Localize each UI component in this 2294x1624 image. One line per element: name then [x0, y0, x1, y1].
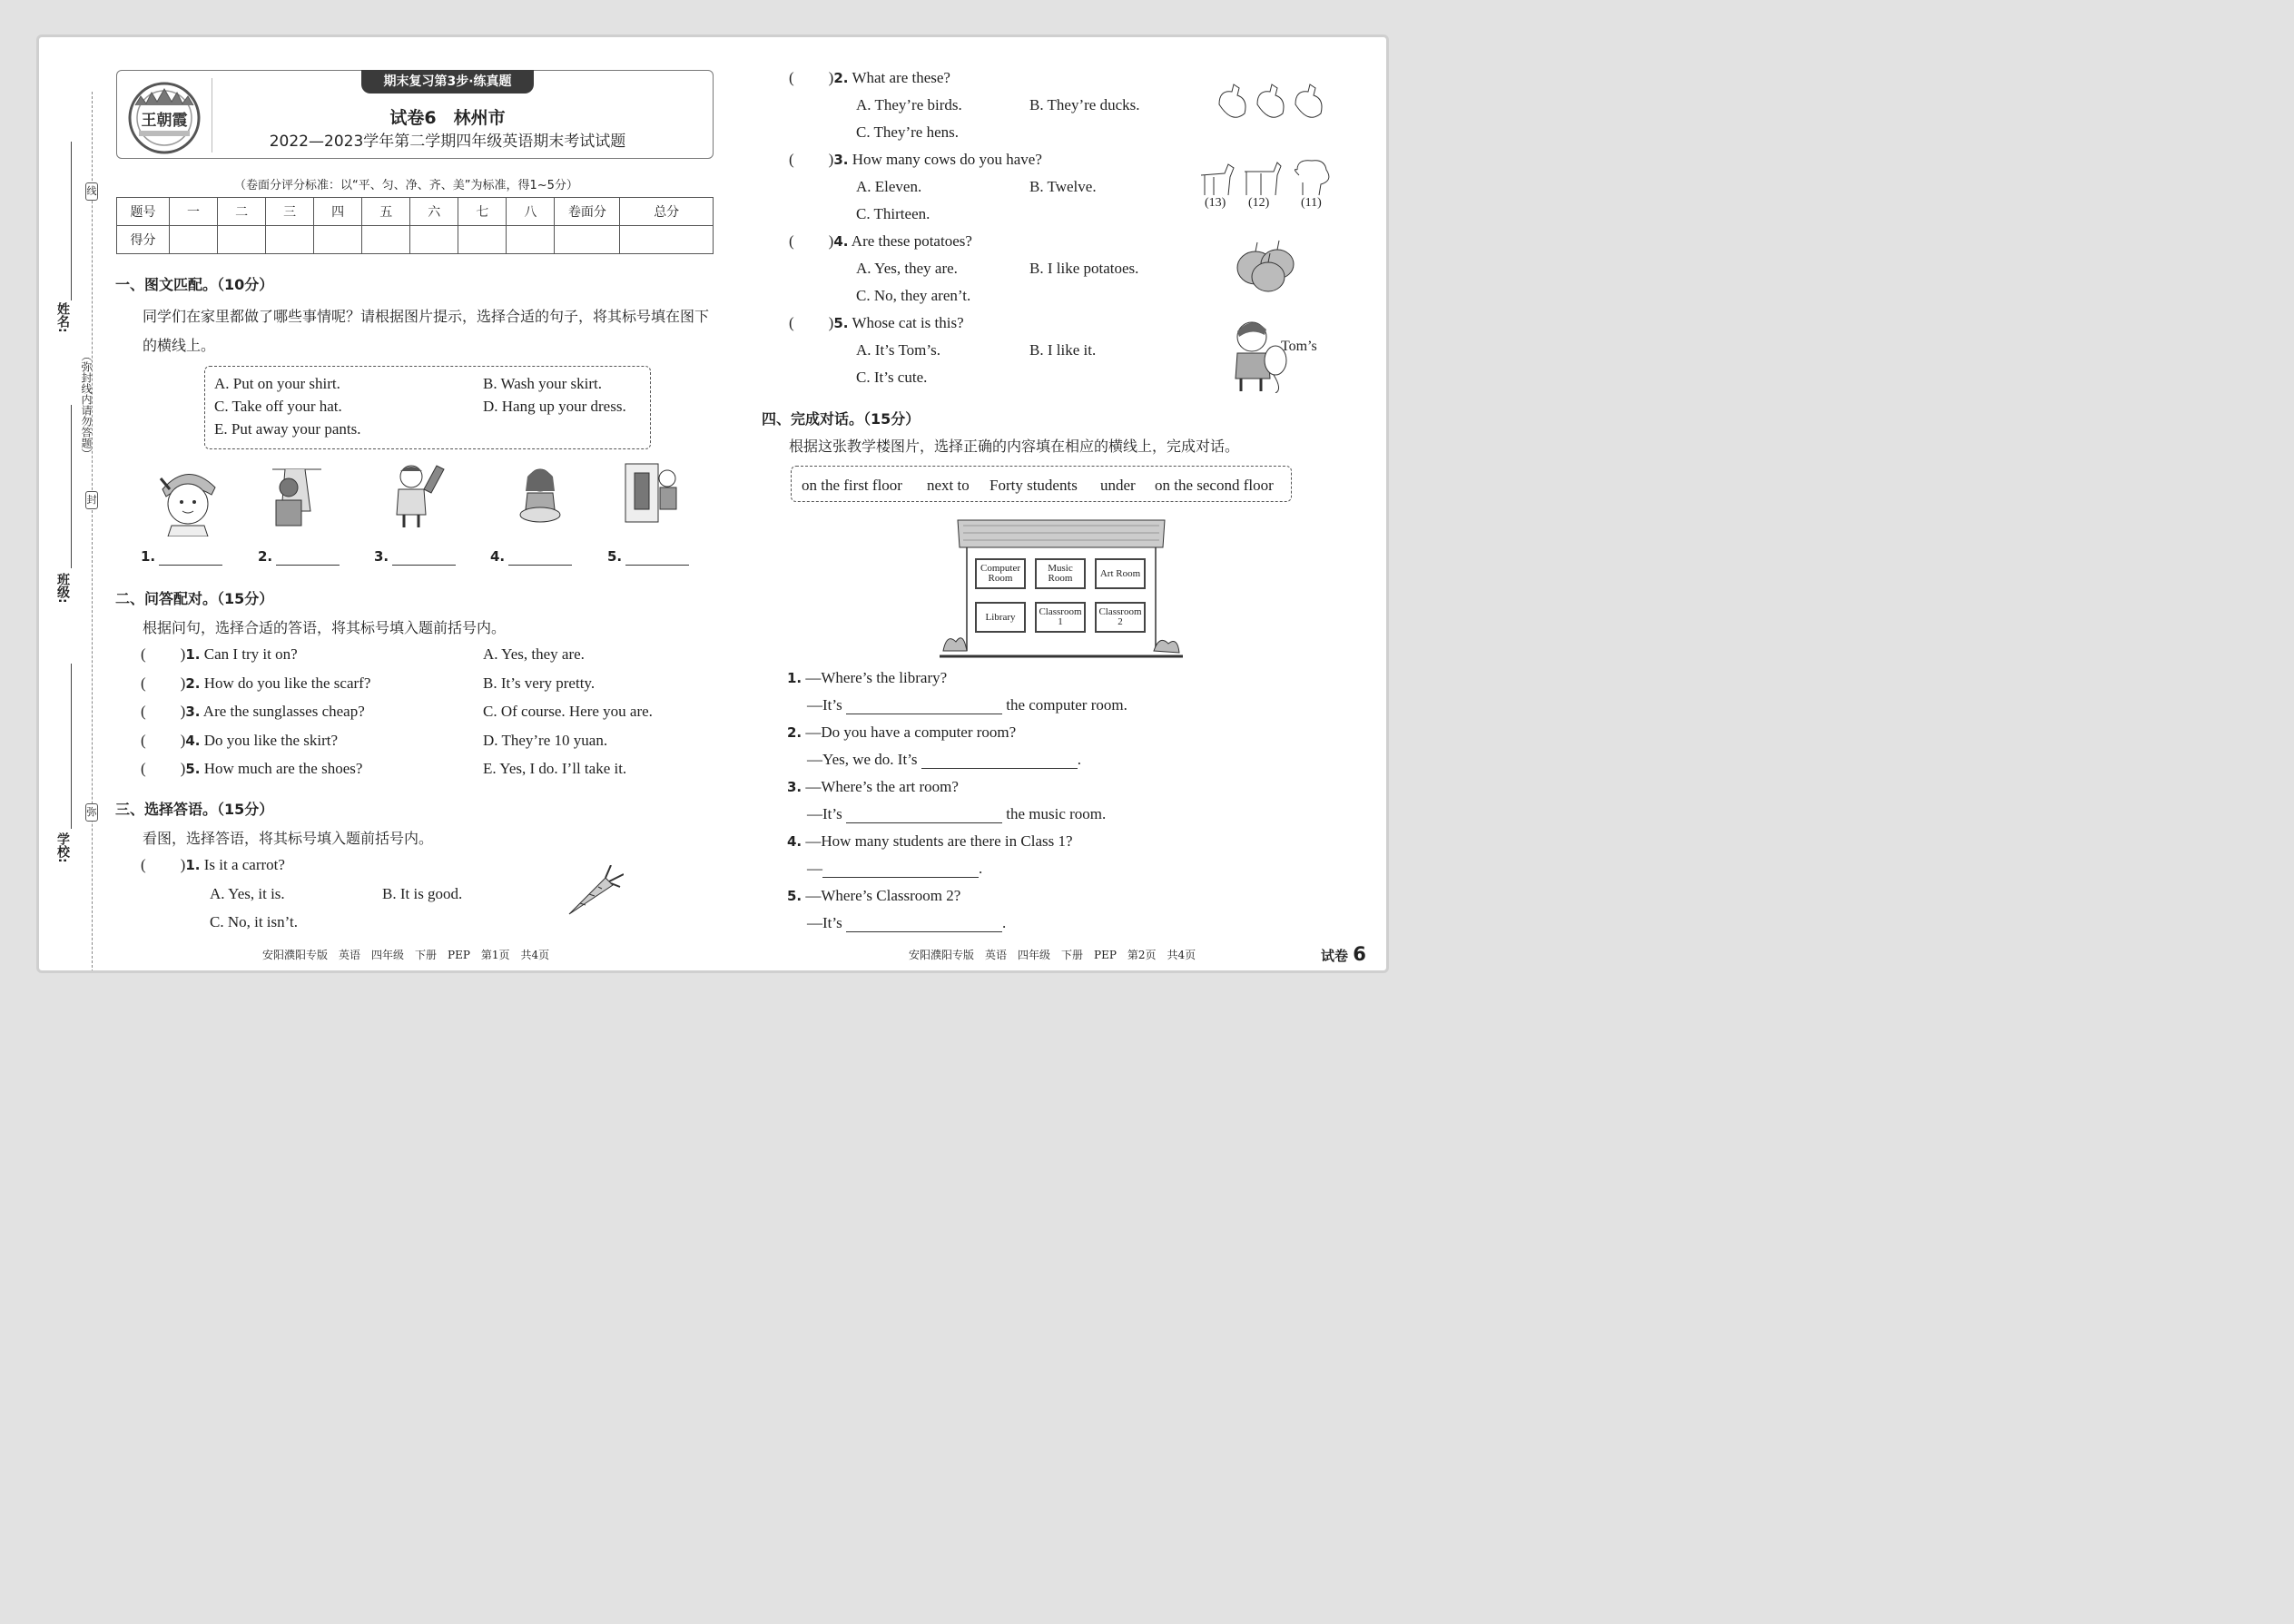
- wordbank-item: Forty students: [989, 477, 1078, 494]
- section1-title: 一、图文匹配。（10分）: [115, 276, 274, 293]
- score-row-label: 得分: [117, 226, 170, 254]
- room-music: Music Room: [1035, 558, 1086, 589]
- dialog-answer-1[interactable]: —It’s the computer room.: [807, 696, 1127, 714]
- s3-q5-option-b: B. I like it.: [1029, 341, 1097, 359]
- name-field[interactable]: [71, 142, 72, 300]
- section3-title: 三、选择答语。（15分）: [115, 801, 274, 818]
- s3-q5-option-c: C. It’s cute.: [856, 369, 928, 386]
- wordbank-item: under: [1100, 477, 1136, 494]
- score-cell[interactable]: [362, 226, 410, 254]
- s3-q2-option-b: B. They’re ducks.: [1029, 96, 1140, 113]
- binding-fold-line: [92, 92, 93, 973]
- section3-instruction: 看图，选择答语，将其标号填入题前括号内。: [143, 830, 434, 847]
- s1-answer-4[interactable]: 4.: [490, 547, 572, 566]
- dialog-answer-2[interactable]: —Yes, we do. It’s .: [807, 751, 1082, 768]
- class-label: 班级:: [55, 573, 70, 604]
- option-e: E. Put away your pants.: [214, 420, 361, 438]
- wordbank-item: next to: [927, 477, 970, 494]
- s3-question-4: ( )4. Are these potatoes?: [789, 232, 972, 250]
- section2-instruction: 根据问句，选择合适的答语，将其标号填入题前括号内。: [143, 619, 507, 636]
- option-b: B. Wash your skirt.: [483, 375, 603, 392]
- s3-question-3: ( )3. How many cows do you have?: [789, 151, 1042, 168]
- s2-answer: A. Yes, they are.: [483, 645, 585, 663]
- s3-q2-option-a: A. They’re birds.: [856, 96, 962, 113]
- paper-label: 试卷 6: [1321, 943, 1366, 965]
- seal-mark: 封: [85, 491, 98, 509]
- wordbank-item: on the second floor: [1155, 477, 1274, 494]
- s2-answer: E. Yes, I do. I’ll take it.: [483, 760, 627, 777]
- score-cell[interactable]: [507, 226, 555, 254]
- s3-q4-option-b: B. I like potatoes.: [1029, 260, 1139, 277]
- hens-picture: [1214, 77, 1332, 126]
- score-cell[interactable]: [555, 226, 620, 254]
- dialog-question-3: 3. —Where’s the art room?: [787, 778, 959, 795]
- room-classroom-2: Classroom 2: [1095, 602, 1146, 633]
- dialog-answer-4[interactable]: — .: [807, 860, 983, 877]
- toms-label: Tom’s: [1281, 339, 1317, 354]
- wordbank-item: on the first floor: [802, 477, 902, 494]
- animal-count-1: (13): [1205, 196, 1226, 210]
- exam-banner: 期末复习第3步·练真题: [361, 70, 534, 94]
- dialog-question-2: 2. —Do you have a computer room?: [787, 723, 1017, 741]
- s1-answer-5[interactable]: 5.: [607, 547, 689, 566]
- svg-text:王朝霞: 王朝霞: [141, 112, 188, 130]
- animals-picture: [1197, 155, 1335, 199]
- score-cell[interactable]: [410, 226, 458, 254]
- publisher-logo: [123, 74, 206, 156]
- s2-question: ( )3. Are the sunglasses cheap?: [141, 703, 365, 720]
- girl-hanging-dress-picture: [269, 464, 325, 527]
- score-cell[interactable]: [218, 226, 266, 254]
- s1-answer-3[interactable]: 3.: [374, 547, 456, 566]
- s3-q4-option-c: C. No, they aren’t.: [856, 287, 971, 304]
- scoring-note: （卷面分评分标准：以“平、匀、净、齐、美”为标准，得1~5分）: [234, 179, 578, 192]
- score-header-cell: 八: [507, 198, 555, 226]
- room-classroom-1: Classroom 1: [1035, 602, 1086, 633]
- dialog-question-4: 4. —How many students are there in Class 1?: [787, 832, 1073, 850]
- s1-answer-1[interactable]: 1.: [141, 547, 222, 566]
- score-header-cell: 三: [266, 198, 314, 226]
- s2-question: ( )1. Can I try it on?: [141, 645, 298, 663]
- option-c: C. Take off your hat.: [214, 398, 342, 415]
- score-table: [116, 197, 714, 254]
- s3-question-5: ( )5. Whose cat is this?: [789, 314, 964, 331]
- score-header-cell: 六: [410, 198, 458, 226]
- paper-subtitle: 2022—2023学年第二学期四年级英语期末考试试题: [269, 133, 626, 151]
- score-header-cell: 二: [218, 198, 266, 226]
- option-d: D. Hang up your dress.: [483, 398, 626, 415]
- s2-answer: B. It’s very pretty.: [483, 674, 596, 692]
- dialog-question-5: 5. —Where’s Classroom 2?: [787, 887, 961, 904]
- s1-answer-2[interactable]: 2.: [258, 547, 340, 566]
- room-computer: Computer Room: [975, 558, 1026, 589]
- score-cell[interactable]: [458, 226, 507, 254]
- room-library: Library: [975, 602, 1026, 633]
- score-cell[interactable]: [266, 226, 314, 254]
- s3-q3-option-b: B. Twelve.: [1029, 178, 1097, 195]
- score-header-cell: 五: [362, 198, 410, 226]
- s3-q1-option-b: B. It is good.: [382, 885, 463, 902]
- girl-washing-picture: [515, 464, 566, 526]
- s2-answer: D. They’re 10 yuan.: [483, 732, 608, 749]
- boy-wardrobe-picture: [624, 462, 680, 524]
- dialog-answer-3[interactable]: —It’s the music room.: [807, 805, 1107, 822]
- animal-count-3: (11): [1301, 196, 1322, 210]
- score-header-cell: 题号: [117, 198, 170, 226]
- exam-sheet: [36, 34, 1389, 973]
- option-a: A. Put on your shirt.: [214, 375, 340, 392]
- class-field[interactable]: [71, 405, 72, 568]
- footer-right: 安阳濮阳专版 英语 四年级 下册 PEP 第2页 共4页: [909, 949, 1196, 961]
- name-label: 姓名:: [55, 302, 70, 333]
- s2-question: ( )5. How much are the shoes?: [141, 760, 363, 777]
- s3-q4-option-a: A. Yes, they are.: [856, 260, 958, 277]
- s3-q5-option-a: A. It’s Tom’s.: [856, 341, 940, 359]
- section2-title: 二、问答配对。（15分）: [115, 590, 274, 607]
- line-mark: 线: [85, 182, 98, 201]
- section4-title: 四、完成对话。（15分）: [762, 410, 921, 428]
- close-mark: 弥: [85, 803, 98, 822]
- s3-q2-option-c: C. They’re hens.: [856, 123, 959, 141]
- score-cell[interactable]: [170, 226, 218, 254]
- score-header-cell: 四: [314, 198, 362, 226]
- dialog-answer-5[interactable]: —It’s .: [807, 914, 1007, 931]
- score-header-cell: 七: [458, 198, 507, 226]
- animal-count-2: (12): [1248, 196, 1270, 210]
- score-cell[interactable]: [620, 226, 714, 254]
- boy-shirt-picture: [391, 462, 446, 527]
- s3-question-1: ( )1. Is it a carrot?: [141, 856, 285, 873]
- s3-q3-option-a: A. Eleven.: [856, 178, 922, 195]
- onions-picture: [1232, 239, 1301, 295]
- boy-hat-picture: [152, 462, 224, 536]
- s2-question: ( )4. Do you like the skirt?: [141, 732, 339, 749]
- room-art: Art Room: [1095, 558, 1146, 589]
- dialog-question-1: 1. —Where’s the library?: [787, 669, 948, 686]
- school-label: 学校:: [55, 832, 70, 863]
- s3-q3-option-c: C. Thirteen.: [856, 205, 930, 222]
- section1-instruction: 同学们在家里都做了哪些事情呢？请根据图片提示，选择合适的句子，将其标号填在图下的横线上。: [143, 308, 710, 354]
- paper-title: 试卷6 林州市: [389, 108, 506, 128]
- s3-question-2: ( )2. What are these?: [789, 69, 950, 86]
- s2-answer: C. Of course. Here you are.: [483, 703, 653, 720]
- score-header-cell: 卷面分: [555, 198, 620, 226]
- s2-question: ( )2. How do you like the scarf?: [141, 674, 371, 692]
- score-header-cell: 一: [170, 198, 218, 226]
- score-cell[interactable]: [314, 226, 362, 254]
- score-header-cell: 总分: [620, 198, 714, 226]
- section4-instruction: 根据这张教学楼图片，选择正确的内容填在相应的横线上，完成对话。: [789, 438, 1240, 455]
- binding-note: （弥封线内请勿答题）: [80, 350, 93, 459]
- carrot-picture: [566, 865, 624, 918]
- s3-q1-option-c: C. No, it isn’t.: [210, 913, 298, 930]
- footer-left: 安阳濮阳专版 英语 四年级 下册 PEP 第1页 共4页: [262, 949, 550, 961]
- school-field[interactable]: [71, 664, 72, 829]
- s3-q1-option-a: A. Yes, it is.: [210, 885, 285, 902]
